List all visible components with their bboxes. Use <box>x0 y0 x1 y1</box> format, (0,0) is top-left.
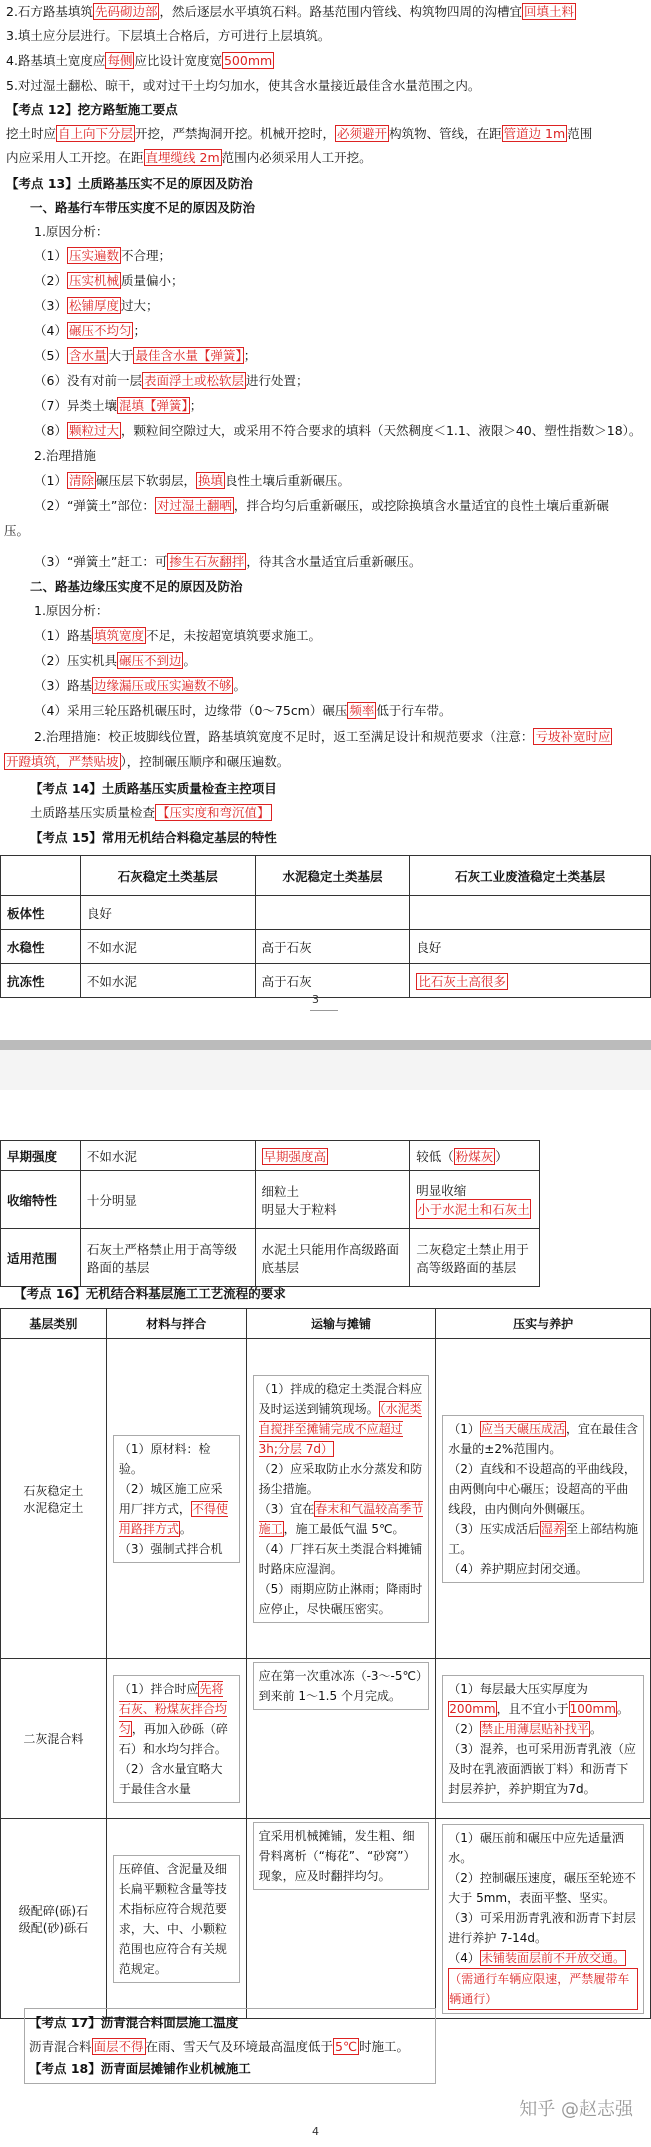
page-gap <box>0 1050 651 1090</box>
measure-2-cont: 压。 <box>4 523 30 538</box>
table-cell <box>246 1659 436 1819</box>
table-cell: 水泥土只能用作高级路面底基层 <box>255 1229 410 1287</box>
hl-sun-dry: 对过湿土翻晒 <box>156 498 232 513</box>
table-cell: 石灰土严格禁止用于高等级路面的基层 <box>80 1229 255 1287</box>
table-cell: 高于石灰 <box>255 964 410 998</box>
hl-fill-width: 填筑宽度 <box>93 628 144 643</box>
hl-quicklime: 掺生石灰翻拌 <box>169 554 245 569</box>
heading-k13: 【考点 13】土质路基压实不足的原因及防治 <box>6 176 253 191</box>
table-cell: 较低（ 粉煤灰 ） <box>410 1141 540 1171</box>
th-material: 材料与拌合 <box>106 1309 246 1339</box>
table-cell <box>106 1339 246 1659</box>
table-cell: 高于石灰 <box>255 930 410 964</box>
table-cell <box>246 1819 436 2019</box>
table-cell: 不如水泥 <box>80 964 255 998</box>
transport-box: （1）拌成的稳定土类混合料应及时运送到铺筑现场。（水泥类自搅拌至摊铺完成不应超过 3h;分层 7d） （2）应采取防止水分蒸发和防扬尘措施。 （3）宜在春末和气温较高季节施工，施工最低气温 5℃。 （4）厂拌石灰土类混合料摊铺时路床应湿润。 （5）雨期应防止淋雨；降雨时应停止，尽快碾压密实。 <box>253 1375 430 1623</box>
sub-cause-1: 1.原因分析： <box>34 224 109 239</box>
table-cell: 细粒土 明显大于粒料 <box>255 1171 410 1229</box>
hl-5c: 5℃ <box>335 2039 358 2054</box>
heading-k18: 【考点 18】沥青面层摊铺作业机械施工 <box>29 2061 251 2076</box>
sub-cause-2: 1.原因分析： <box>34 603 109 618</box>
hl-mixed-fill: 混填【弹簧】 <box>118 398 188 413</box>
hl-not-to-edge: 碾压不到边 <box>118 653 182 668</box>
line-k17: 沥青混合料 面层不得 在雨、雪天气及环境最高温度低于 5℃ 时施工。 <box>29 2039 410 2054</box>
hl-slope-widen: 亏坡补宽时应 <box>535 729 611 744</box>
heading-section-1: 一、路基行车带压实度不足的原因及防治 <box>30 200 256 215</box>
page-number-rule <box>310 1010 338 1011</box>
line-excavation-2: 内应采用人工开挖。在距 直埋缆线 2m 范围内必须采用人工开挖。 <box>6 150 372 165</box>
hl-loose-layer: 表面浮土或松软层 <box>143 373 244 388</box>
page-number-4: 4 <box>312 2125 319 2138</box>
table-cell <box>410 896 651 930</box>
hl-frequency: 频率 <box>349 703 375 718</box>
hl-must-avoid: 必须避开 <box>337 126 388 141</box>
hl-step-fill: 开蹬填筑，严禁贴坡 <box>6 754 119 769</box>
material-box: 压碎值、含泥量及细长扁平颗粒含量等技术指标应符合规范要求，大、中、小颗粒范围也应符合有关规范规定。 <box>113 1855 240 1983</box>
table-row-label: 二灰混合料 <box>1 1659 107 1819</box>
line-fill-width: 4.路基填土宽度应 每侧 应比设计宽度宽 500mm <box>6 53 273 68</box>
page-separator <box>0 1040 651 1050</box>
heading-section-2: 二、路基边缘压实度不足的原因及防治 <box>30 579 243 594</box>
heading-k14: 【考点 14】土质路基压实质量检查主控项目 <box>30 781 277 796</box>
table-row-label: 抗冻性 <box>1 964 81 998</box>
table-cell <box>255 1141 410 1171</box>
table-cell <box>106 1819 246 2019</box>
hl-uneven-rolling: 碾压不均匀 <box>68 323 132 338</box>
line-stone-fill: 2.石方路基填筑 先码砌边部 ，然后逐层水平填筑石料。路基范围内管线、构筑物四周的沟槽宜 回填土料 <box>6 4 574 19</box>
hl-edge-missed: 边缘漏压或压实遍数不够 <box>93 678 232 693</box>
edge-measure-1: 2.治理措施：校正坡脚线位置，路基填筑宽度不足时，返工至满足设计和规范要求（注意： 亏坡补宽时应 <box>34 729 611 744</box>
table-cell: 十分明显 <box>80 1171 255 1229</box>
compaction-box: （1）碾压前和碾压中应先适量洒水。 （2）控制碾压速度，碾压至轮迹不大于 5mm，表面平整、坚实。 （3）可采用沥青乳液和沥青下封层进行养护 7-14d。 （4）未铺装面层前不开放交通。 （需通行车辆应限速，严禁履带车辆通行） <box>442 1824 644 2014</box>
hl-replace: 换填 <box>197 473 223 488</box>
page-4 <box>0 1090 651 2147</box>
hl-loose-thickness: 松铺厚度 <box>68 298 119 313</box>
hl-pipe-1m: 管道边 1m <box>503 126 566 141</box>
material-box: （1）拌合时应先将石灰、粉煤灰拌合均匀，再加入砂砾（碎石）和水均匀拌合。 （2）含水量宜略大于最佳含水量 <box>113 1675 240 1803</box>
table-cell: 不如水泥 <box>80 930 255 964</box>
hl-large-particles: 颗粒过大 <box>68 423 119 438</box>
hl-cable-2m: 直埋缆线 2m <box>145 150 220 165</box>
measure-1: （1） 清除 碾压层下软弱层， 换填 良性土壤后重新碾压。 <box>34 473 351 488</box>
measure-3: （3）“弹簧土”赶工：可 掺生石灰翻拌 ，待其含水量适宜后重新碾压。 <box>34 554 422 569</box>
th-transport: 运输与摊铺 <box>246 1309 436 1339</box>
table-k15-cont <box>0 1140 540 1287</box>
table-k15 <box>0 855 651 998</box>
hl-density-deflection: 【压实度和弯沉值】 <box>157 805 270 820</box>
heading-k15: 【考点 15】常用无机结合料稳定基层的特性 <box>30 830 277 845</box>
cause-2: （2） 压实机械 质量偏小； <box>34 273 184 288</box>
compaction-box: （1）每层最大压实厚度为200mm，且不宜小于100mm。 （2）禁止用薄层贴补找平。 （3）混养，也可采用沥青乳液（应及时在乳液面洒嵌丁料）和沥青下封层养护，养护期宜为7d。 <box>442 1675 644 1803</box>
table-cell <box>410 964 651 998</box>
line-k14: 土质路基压实质量检查 【压实度和弯沉值】 <box>30 805 270 820</box>
edge-cause-2: （2）压实机具 碾压不到边 。 <box>34 653 196 668</box>
th-industrial: 石灰工业废渣稳定土类基层 <box>410 856 651 896</box>
table-row-label: 收缩特性 <box>1 1171 81 1229</box>
edge-measure-2: 开蹬填筑，严禁贴坡 ），控制碾压顺序和碾压遍数。 <box>6 754 290 769</box>
k17-box <box>24 2008 436 2084</box>
hl-much-higher: 比石灰土高很多 <box>418 973 506 989</box>
cause-4: （4） 碾压不均匀 ； <box>34 323 146 338</box>
table-cell <box>246 1339 436 1659</box>
line-layer-fill: 3.填土应分层进行。下层填土合格后，方可进行上层填筑。 <box>6 28 331 43</box>
page-3 <box>0 0 651 1040</box>
table-cell: 良好 <box>80 896 255 930</box>
hl-no-surface: 面层不得 <box>93 2039 144 2054</box>
hl-500mm: 500mm <box>223 53 273 68</box>
transport-box: 宜采用机械摊铺，发生粗、细骨料离析（“梅花”、“砂窝”）现象，应及时翻拌均匀。 <box>253 1822 430 1890</box>
table-cell: 不如水泥 <box>80 1141 255 1171</box>
cause-3: （3） 松铺厚度 过大； <box>34 298 159 313</box>
cause-7: （7）异类土壤 混填【弹簧】 ； <box>34 398 203 413</box>
table-cell <box>106 1659 246 1819</box>
hl-compaction-passes: 压实遍数 <box>68 248 119 263</box>
table-row-label: 级配碎(砾)石 级配(砂)砾石 <box>1 1819 107 2019</box>
table-cell: 二灰稳定土禁止用于高等级路面的基层 <box>410 1229 540 1287</box>
table-row-label: 板体性 <box>1 896 81 930</box>
sub-measures-1: 2.治理措施 <box>34 448 96 463</box>
th-compaction: 压实与养护 <box>436 1309 651 1339</box>
transport-box: 应在第一次重冰冻（-3～-5℃）到来前 1～1.5 个月完成。 <box>253 1662 430 1710</box>
table-row-label: 早期强度 <box>1 1141 81 1171</box>
th-base-type: 基层类别 <box>1 1309 107 1339</box>
heading-k12: 【考点 12】挖方路堑施工要点 <box>6 102 178 117</box>
edge-cause-4: （4）采用三轮压路机碾压时，边缘带（0～75cm）碾压 频率 低于行车带。 <box>34 703 452 718</box>
table-cell: 良好 <box>410 930 651 964</box>
table-cell <box>436 1819 651 2019</box>
hl-early-strength: 早期强度高 <box>263 1148 327 1164</box>
table-k16 <box>0 1308 651 2019</box>
hl-edge-masonry: 先码砌边部 <box>94 4 158 19</box>
hl-backfill-soil: 回填土料 <box>523 4 574 19</box>
table-row-label: 石灰稳定土 水泥稳定土 <box>1 1339 107 1659</box>
hl-flyash: 粉煤灰 <box>455 1148 494 1164</box>
cause-8: （8） 颗粒过大 ，颗粒间空隙过大，或采用不符合要求的填料（天然稠度＜1.1、液限＞40、塑性指数＞18）。 <box>34 423 642 438</box>
hl-moisture: 含水量 <box>68 348 107 363</box>
line-excavation-1: 挖土时应 自上向下分层 开挖，严禁掏洞开挖。机械开挖时， 必须避开 构筑物、管线，在距 管道边 1m 范围 <box>6 126 593 141</box>
th-lime: 石灰稳定土类基层 <box>80 856 255 896</box>
th-empty <box>1 856 81 896</box>
edge-cause-1: （1）路基 填筑宽度 不足，未按超宽填筑要求施工。 <box>34 628 321 643</box>
compaction-box: （1）应当天碾压成活，宜在最佳含水量的±2%范围内。 （2）直线和不设超高的平曲线段，由两侧向中心碾压；设超高的平曲线段，由内侧向外侧碾压。 （3）压实成活后湿养至上部结构施工。 （4）养护期应封闭交通。 <box>442 1415 644 1583</box>
table-cell <box>436 1659 651 1819</box>
cause-6: （6）没有对前一层 表面浮土或松软层 进行处置； <box>34 373 309 388</box>
measure-2: （2）“弹簧土”部位： 对过湿土翻晒 ，拌合均匀后重新碾压，或挖除换填含水量适宜的良性土壤后重新碾 <box>34 498 609 513</box>
table-cell <box>255 896 410 930</box>
cause-5: （5） 含水量 大于 最佳含水量【弹簧】 ； <box>34 348 257 363</box>
cause-1: （1） 压实遍数 不合理； <box>34 248 171 263</box>
hl-remove: 清除 <box>68 473 94 488</box>
heading-k16: 【考点 16】无机结合料基层施工工艺流程的要求 <box>14 1286 286 1301</box>
table-cell: 明显收缩 小于水泥土和石灰土 <box>410 1171 540 1229</box>
table-row-label: 适用范围 <box>1 1229 81 1287</box>
table-row-label: 水稳性 <box>1 930 81 964</box>
hl-each-side: 每侧 <box>107 53 133 68</box>
hl-compaction-machine: 压实机械 <box>68 273 119 288</box>
heading-k17: 【考点 17】沥青混合料面层施工温度 <box>29 2015 239 2030</box>
page-number-3: 3 <box>312 993 319 1006</box>
table-cell <box>436 1339 651 1659</box>
th-cement: 水泥稳定土类基层 <box>255 856 410 896</box>
hl-top-down: 自上向下分层 <box>58 126 134 141</box>
line-moisture: 5.对过湿土翻松、晾干，或对过干土均匀加水，使其含水量接近最佳含水量范围之内。 <box>6 78 481 93</box>
hl-optimum-spring: 最佳含水量【弹簧】 <box>135 348 242 363</box>
edge-cause-3: （3）路基 边缘漏压或压实遍数不够 。 <box>34 678 246 693</box>
watermark: 知乎 @赵志强 <box>519 2099 633 2120</box>
material-box: （1）原材料：检验。 （2）城区施工应采用厂拌方式，不得使用路拌方式。 （3）强制式拌合机 <box>113 1435 240 1563</box>
